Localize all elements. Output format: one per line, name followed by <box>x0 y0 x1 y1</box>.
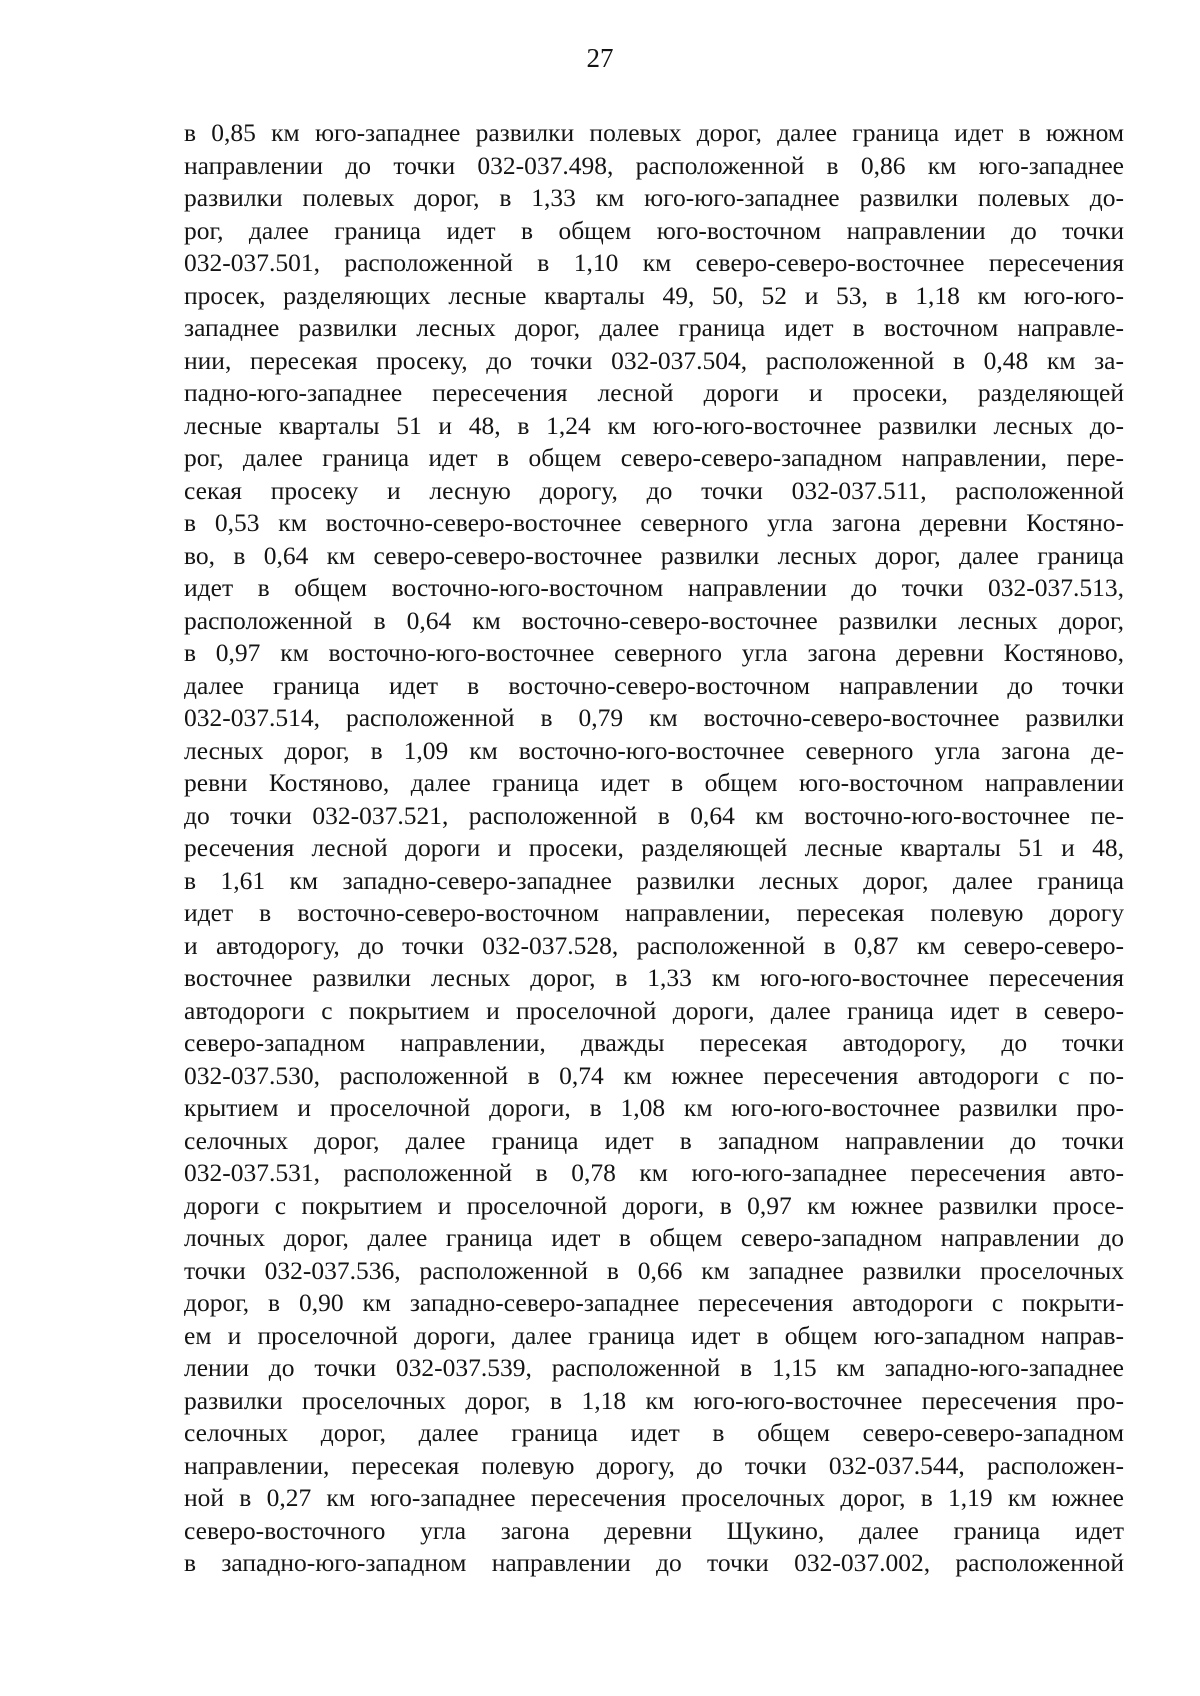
text-line: 032-037.531, расположенной в 0,78 км юго-юго-западнее пересечения авто- <box>184 1158 1124 1187</box>
text-line: крытием и проселочной дороги, в 1,08 км юго-юго-восточнее развилки про- <box>184 1093 1124 1122</box>
text-line: во, в 0,64 км северо-северо-восточнее развилки лесных дорог, далее граница <box>184 540 1124 570</box>
text-line: западнее развилки лесных дорог, далее граница идет в восточном направле- <box>184 313 1124 342</box>
text-line: и автодорогу, до точки 032-037.528, расположенной в 0,87 км северо-северо- <box>184 930 1124 960</box>
text-line: 032-037.530, расположенной в 0,74 км южнее пересечения автодороги с по- <box>184 1060 1124 1090</box>
text-line: падно-юго-западнее пересечения лесной дороги и просеки, разделяющей <box>184 378 1124 407</box>
text-line: ресечения лесной дороги и просеки, разделяющей лесные кварталы 51 и 48, <box>184 833 1124 862</box>
text-line: направлении до точки 032-037.498, расположенной в 0,86 км юго-западнее <box>184 150 1124 180</box>
text-line: ревни Костяново, далее граница идет в общем юго-восточном направлении <box>184 768 1124 797</box>
text-line: развилки проселочных дорог, в 1,18 км юго-юго-восточнее пересечения про- <box>184 1385 1124 1415</box>
text-line: восточнее развилки лесных дорог, в 1,33 км юго-юго-восточнее пересечения <box>184 963 1124 992</box>
text-line: 032-037.514, расположенной в 0,79 км восточно-северо-восточнее развилки <box>184 703 1124 732</box>
text-line: автодороги с покрытием и проселочной дороги, далее граница идет в северо- <box>184 995 1124 1025</box>
text-line: лесных дорог, в 1,09 км восточно-юго-восточнее северного угла загона де- <box>184 735 1124 765</box>
text-line: ем и проселочной дороги, далее граница идет в общем юго-западном направ- <box>184 1320 1124 1350</box>
text-line: в 0,53 км восточно-северо-восточнее северного угла загона деревни Костяно- <box>184 508 1124 537</box>
text-line: расположенной в 0,64 км восточно-северо-восточнее развилки лесных дорог, <box>184 605 1124 635</box>
text-line: лочных дорог, далее граница идет в общем северо-западном направлении до <box>184 1223 1124 1252</box>
text-line: 032-037.501, расположенной в 1,10 км северо-северо-восточнее пересечения <box>184 248 1124 277</box>
text-line: лесные кварталы 51 и 48, в 1,24 км юго-юго-восточнее развилки лесных до- <box>184 410 1124 440</box>
text-line: далее граница идет в восточно-северо-восточном направлении до точки <box>184 670 1124 700</box>
text-line: дороги с покрытием и проселочной дороги, в 0,97 км южнее развилки просе- <box>184 1190 1124 1220</box>
text-line: в 0,85 км юго-западнее развилки полевых дорог, далее граница идет в южном <box>184 118 1124 147</box>
text-line: лении до точки 032-037.539, расположенной в 1,15 км западно-юго-западнее <box>184 1353 1124 1382</box>
text-line: рог, далее граница идет в общем северо-северо-западном направлении, пере- <box>184 443 1124 472</box>
text-line: в западно-юго-западном направлении до точки 032-037.002, расположенной <box>184 1548 1124 1577</box>
text-line: направлении, пересекая полевую дорогу, до точки 032-037.544, расположен- <box>184 1450 1124 1480</box>
text-line: дорог, в 0,90 км западно-северо-западнее пересечения автодороги с покрыти- <box>184 1288 1124 1317</box>
text-line: развилки полевых дорог, в 1,33 км юго-юго-западнее развилки полевых до- <box>184 183 1124 212</box>
text-line: в 0,97 км восточно-юго-восточнее северного угла загона деревни Костяново, <box>184 638 1124 667</box>
text-line: точки 032-037.536, расположенной в 0,66 км западнее развилки проселочных <box>184 1255 1124 1285</box>
text-line: селочных дорог, далее граница идет в общем северо-северо-западном <box>184 1418 1124 1447</box>
text-line: нии, пересекая просеку, до точки 032-037.504, расположенной в 0,48 км за- <box>184 345 1124 375</box>
text-line: идет в общем восточно-юго-восточном направлении до точки 032-037.513, <box>184 573 1124 602</box>
text-line: рог, далее граница идет в общем юго-восточном направлении до точки <box>184 215 1124 245</box>
text-line: идет в восточно-северо-восточном направлении, пересекая полевую дорогу <box>184 898 1124 927</box>
text-line: селочных дорог, далее граница идет в западном направлении до точки <box>184 1125 1124 1155</box>
text-line: ной в 0,27 км юго-западнее пересечения проселочных дорог, в 1,19 км южнее <box>184 1483 1124 1512</box>
body-text <box>184 117 1124 1580</box>
text-line: секая просеку и лесную дорогу, до точки 032-037.511, расположенной <box>184 475 1124 505</box>
text-line: в 1,61 км западно-северо-западнее развилки лесных дорог, далее граница <box>184 865 1124 895</box>
text-line: северо-восточного угла загона деревни Щукино, далее граница идет <box>184 1515 1124 1545</box>
page-number: 27 <box>586 43 614 73</box>
text-line: северо-западном направлении, дважды пересекая автодорогу, до точки <box>184 1028 1124 1057</box>
text-line: просек, разделяющих лесные кварталы 49, 50, 52 и 53, в 1,18 км юго-юго- <box>184 280 1124 310</box>
text-line: до точки 032-037.521, расположенной в 0,64 км восточно-юго-восточнее пе- <box>184 800 1124 830</box>
